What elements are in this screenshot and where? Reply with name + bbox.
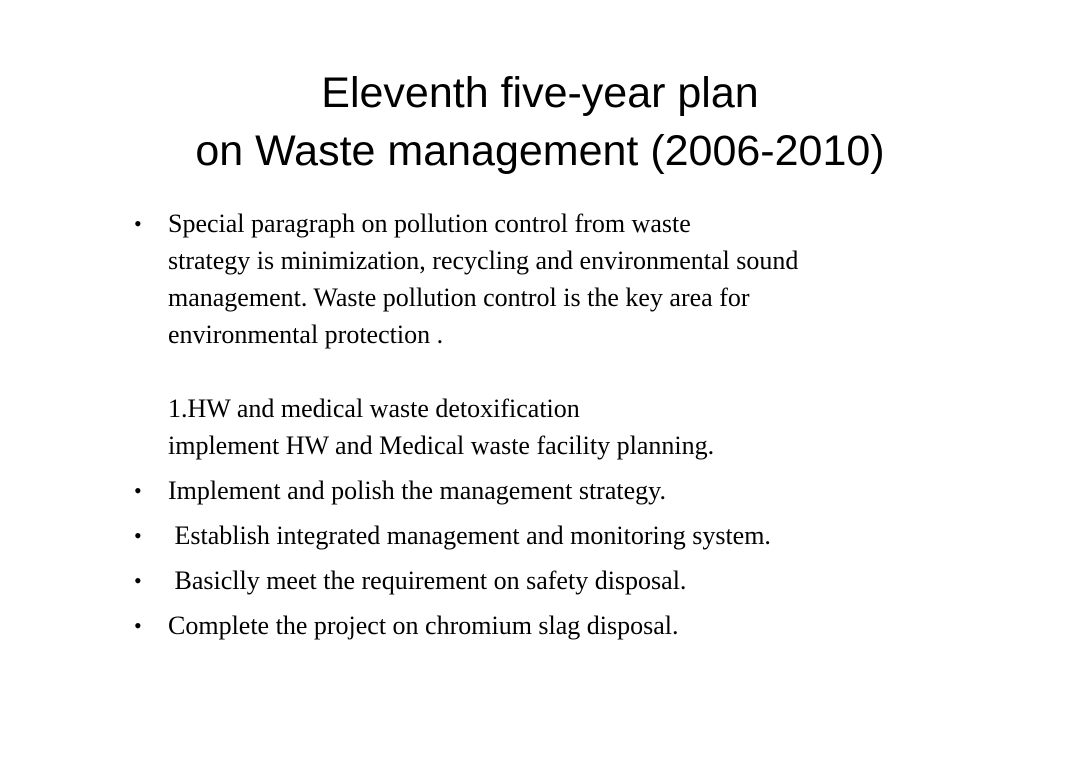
list-item — [132, 562, 932, 599]
slide-body — [132, 205, 932, 652]
list-item — [132, 517, 932, 554]
list-item-text: Complete the project on chromium slag disposal. — [168, 611, 679, 640]
bullet-icon: • — [134, 211, 142, 236]
section-subline: implement HW and Medical waste facility planning. — [168, 431, 715, 460]
intro-line: Special paragraph on pollution control from waste — [168, 209, 691, 238]
list-item-text: Establish integrated management and monitoring system. — [168, 521, 771, 550]
intro-line: strategy is minimization, recycling and environmental sound — [168, 246, 799, 275]
section-heading: 1.HW and medical waste detoxification — [168, 394, 580, 423]
slide-title — [0, 64, 1080, 180]
bullet-icon: • — [134, 478, 142, 503]
bullet-icon: • — [134, 568, 142, 593]
list-item-text: Implement and polish the management strategy. — [168, 476, 666, 505]
intro-line: management. Waste pollution control is the key area for — [168, 283, 750, 312]
title-line-1: Eleventh five-year plan — [321, 69, 759, 117]
intro-line: environmental protection . — [168, 320, 444, 349]
list-item-text: Basiclly meet the requirement on safety disposal. — [168, 566, 687, 595]
bullet-icon: • — [134, 613, 142, 638]
list-item — [132, 472, 932, 509]
intro-bullet — [132, 205, 932, 353]
title-line-2: on Waste management (2006-2010) — [195, 127, 885, 175]
section-block — [132, 390, 932, 464]
bullet-icon: • — [134, 523, 142, 548]
list-item — [132, 607, 932, 644]
